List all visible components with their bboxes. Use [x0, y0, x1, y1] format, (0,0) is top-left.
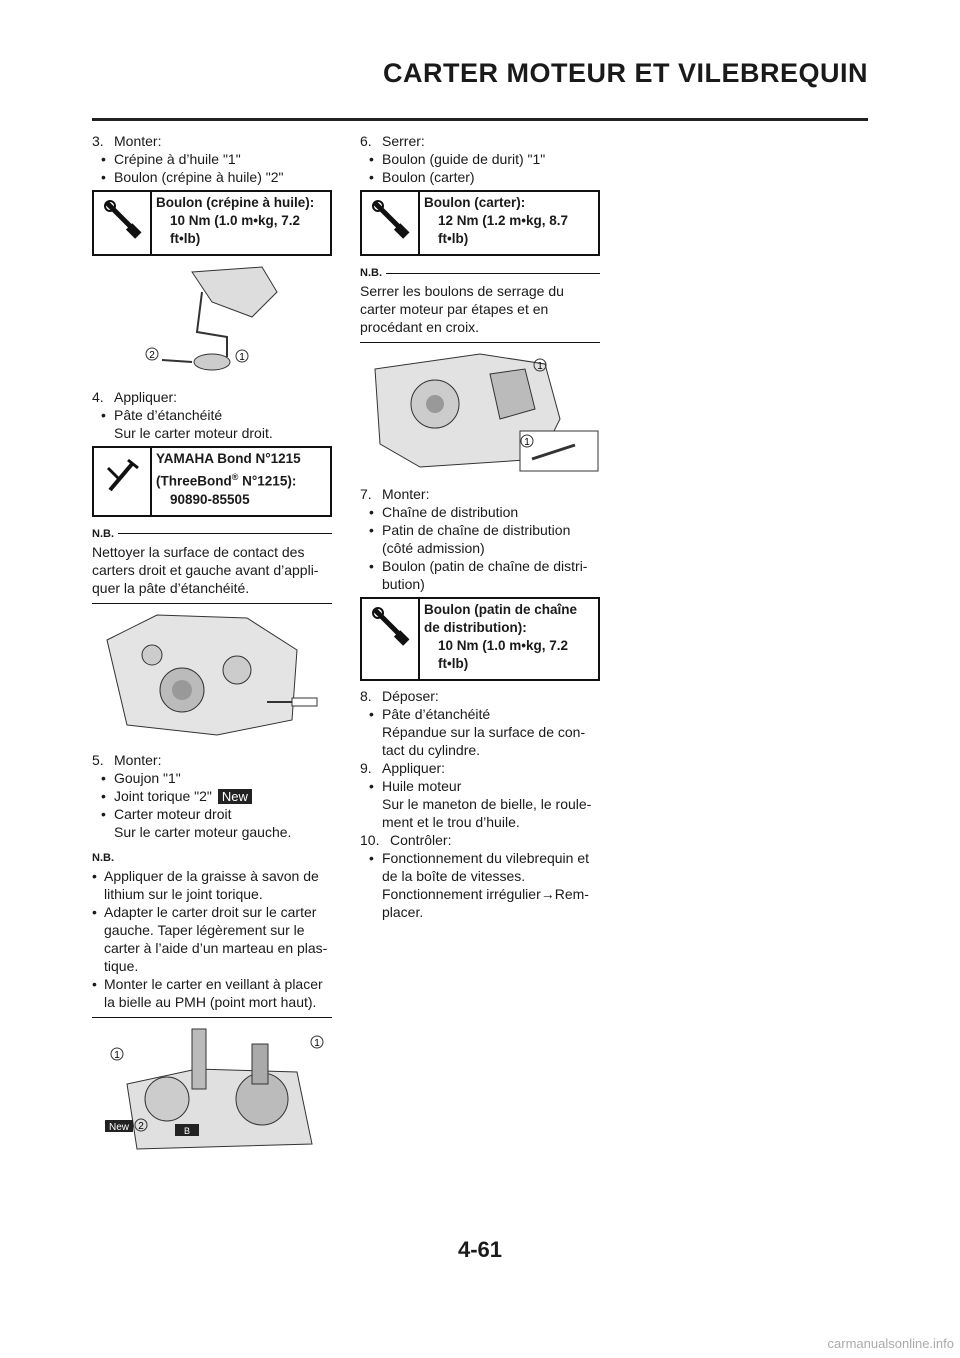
step-9: 9. Appliquer:	[360, 760, 446, 776]
sealant-tool-icon	[102, 454, 142, 498]
page-number: 4-61	[457, 1237, 503, 1262]
step-10: 10. Contrôler:	[360, 832, 452, 848]
right-column: 6. Serrer: • Boulon (guide de durit) "1" • Boulon (carter) Boulon (carter): 12 Nm (1.2 m•kg, 8.7 ft•lb) N.B. Serrer les boulons de serrage du carter moteur par étapes et en procédant en croix. 1 1 7. Monter: • Chaîne de distribution • Patin de chaîne de distribution (côté admission) • Boulon (patin de chaîne de distri-bution) Boulon (patin de chaîne de distribution): 10 Nm (1.0 m•kg, 7.2 ft•lb) 8. Déposer: • Pâte d’étanchéité Répandue sur la surface de con-tact du cylindre. 9. Appliquer: • Huile moteur Sur le maneton de bielle, le roule-ment et le trou d’huile. 10. Contrôler: • Fonctionnement du vilebrequin et de la boîte de vitesses. Fonctionnement irrégulier→Rem-placer.	[360, 132, 600, 921]
bullet: • Pâte d’étanchéité	[101, 407, 223, 423]
sealant-spec-box: YAMAHA Bond N°1215 (ThreeBond® N°1215): 90890-85505	[92, 446, 332, 517]
callout-1: 1	[524, 437, 530, 448]
header-rule	[92, 118, 868, 121]
crankcase-sealant-figure	[97, 610, 327, 745]
left-column: 3. Monter: • Crépine à d’huile "1" • Boulon (crépine à huile) "2" Boulon (crépine à huile): 10 Nm (1.0 m•kg, 7.2 ft•lb) 2 1 4. Appliquer: • Pâte d’étanchéité Sur le carter moteur droit. YAMAHA Bond N°1215 (ThreeBond® N°1215): 90890-85505 N.B. Nettoyer la surface de contact des carters droit et gauche avant d’appli-quer la pâte d’étanchéité. 5. Monter: • Goujon "1" • Joint torique "2" New • Carter moteur droit Sur le carter moteur gauche. N.B. • Appliquer de la graisse à savon de lithium sur le joint torique. • Adapter le carter droit sur le carter gauche. Taper légèrement sur le carter à l’aide d’un marteau en plas-tique. • Monter le carter en veillant à placer la bielle au PMH (point mort haut). 1 1 New 2 B	[92, 132, 332, 1160]
torque-wrench-icon	[370, 198, 410, 242]
bullet: • Goujon "1"	[101, 769, 181, 786]
bullet: • Fonctionnement du vilebrequin et de la boîte de vitesses.	[369, 850, 590, 884]
step-6: 6. Serrer:	[360, 133, 425, 149]
step-7: 7. Monter:	[360, 486, 430, 502]
new-label: New	[108, 1121, 130, 1133]
callout-1: 1	[537, 361, 543, 372]
bullet: • Boulon (guide de durit) "1"	[369, 151, 546, 167]
page-title: CARTER MOTEUR ET VILEBREQUIN	[382, 58, 868, 88]
torque-spec-box: Boulon (crépine à huile): 10 Nm (1.0 m•kg, 7.2 ft•lb)	[92, 190, 332, 256]
note-block: N.B. Nettoyer la surface de contact des carters droit et gauche avant d’appli-quer la pâte d’étanchéité.	[92, 525, 332, 604]
torque-spec-box: Boulon (patin de chaîne de distribution): 10 Nm (1.0 m•kg, 7.2 ft•lb)	[360, 597, 600, 681]
callout-2: 2	[149, 350, 155, 361]
torque-wrench-icon	[102, 198, 142, 242]
bullet: • Carter moteur droit	[101, 805, 232, 822]
step-8: 8. Déposer:	[360, 688, 439, 704]
new-badge: New	[218, 789, 252, 804]
callout-2: 2	[138, 1120, 144, 1132]
callout-1: 1	[314, 1037, 320, 1049]
bullet: • Boulon (carter)	[369, 169, 475, 185]
bullet: • Joint torique "2" New	[92, 787, 332, 805]
bullet: • Pâte d’étanchéité	[369, 706, 491, 722]
note-block: N.B. • Appliquer de la graisse à savon de lithium sur le joint torique. • Adapter le carter droit sur le carter gauche. Taper légèrement sur le carter à l’aide d’un marteau en plas-tique. • Monter le carter en veillant à placer la bielle au PMH (point mort haut).	[92, 849, 332, 1018]
crankcase-bolts-figure	[360, 349, 600, 479]
bullet: • Boulon (patin de chaîne de distri-bution)	[369, 558, 588, 592]
note-block: N.B. Serrer les boulons de serrage du carter moteur par étapes et en procédant en croix.	[360, 264, 600, 343]
bullet: • Huile moteur	[369, 778, 462, 794]
torque-wrench-icon	[370, 605, 410, 649]
step-5: 5. Monter:	[92, 751, 162, 768]
callout-1: 1	[239, 352, 245, 363]
torque-spec-box: Boulon (carter): 12 Nm (1.2 m•kg, 8.7 ft•lb)	[360, 190, 600, 256]
bullet: • Patin de chaîne de distribution (côté admission)	[369, 522, 571, 556]
crankcase-assembly-figure	[97, 1024, 327, 1154]
step-4: 4. Appliquer:	[92, 389, 178, 405]
bullet: • Chaîne de distribution	[369, 504, 519, 520]
bullet: • Boulon (crépine à huile) "2"	[101, 169, 284, 185]
callout-1: 1	[114, 1049, 120, 1061]
step-3: 3. Monter:	[92, 133, 162, 149]
grease-label: B	[183, 1125, 191, 1136]
bullet: • Crépine à d’huile "1"	[101, 151, 241, 167]
watermark: carmanualsonline.info	[827, 1336, 954, 1351]
oil-strainer-figure	[142, 262, 282, 382]
